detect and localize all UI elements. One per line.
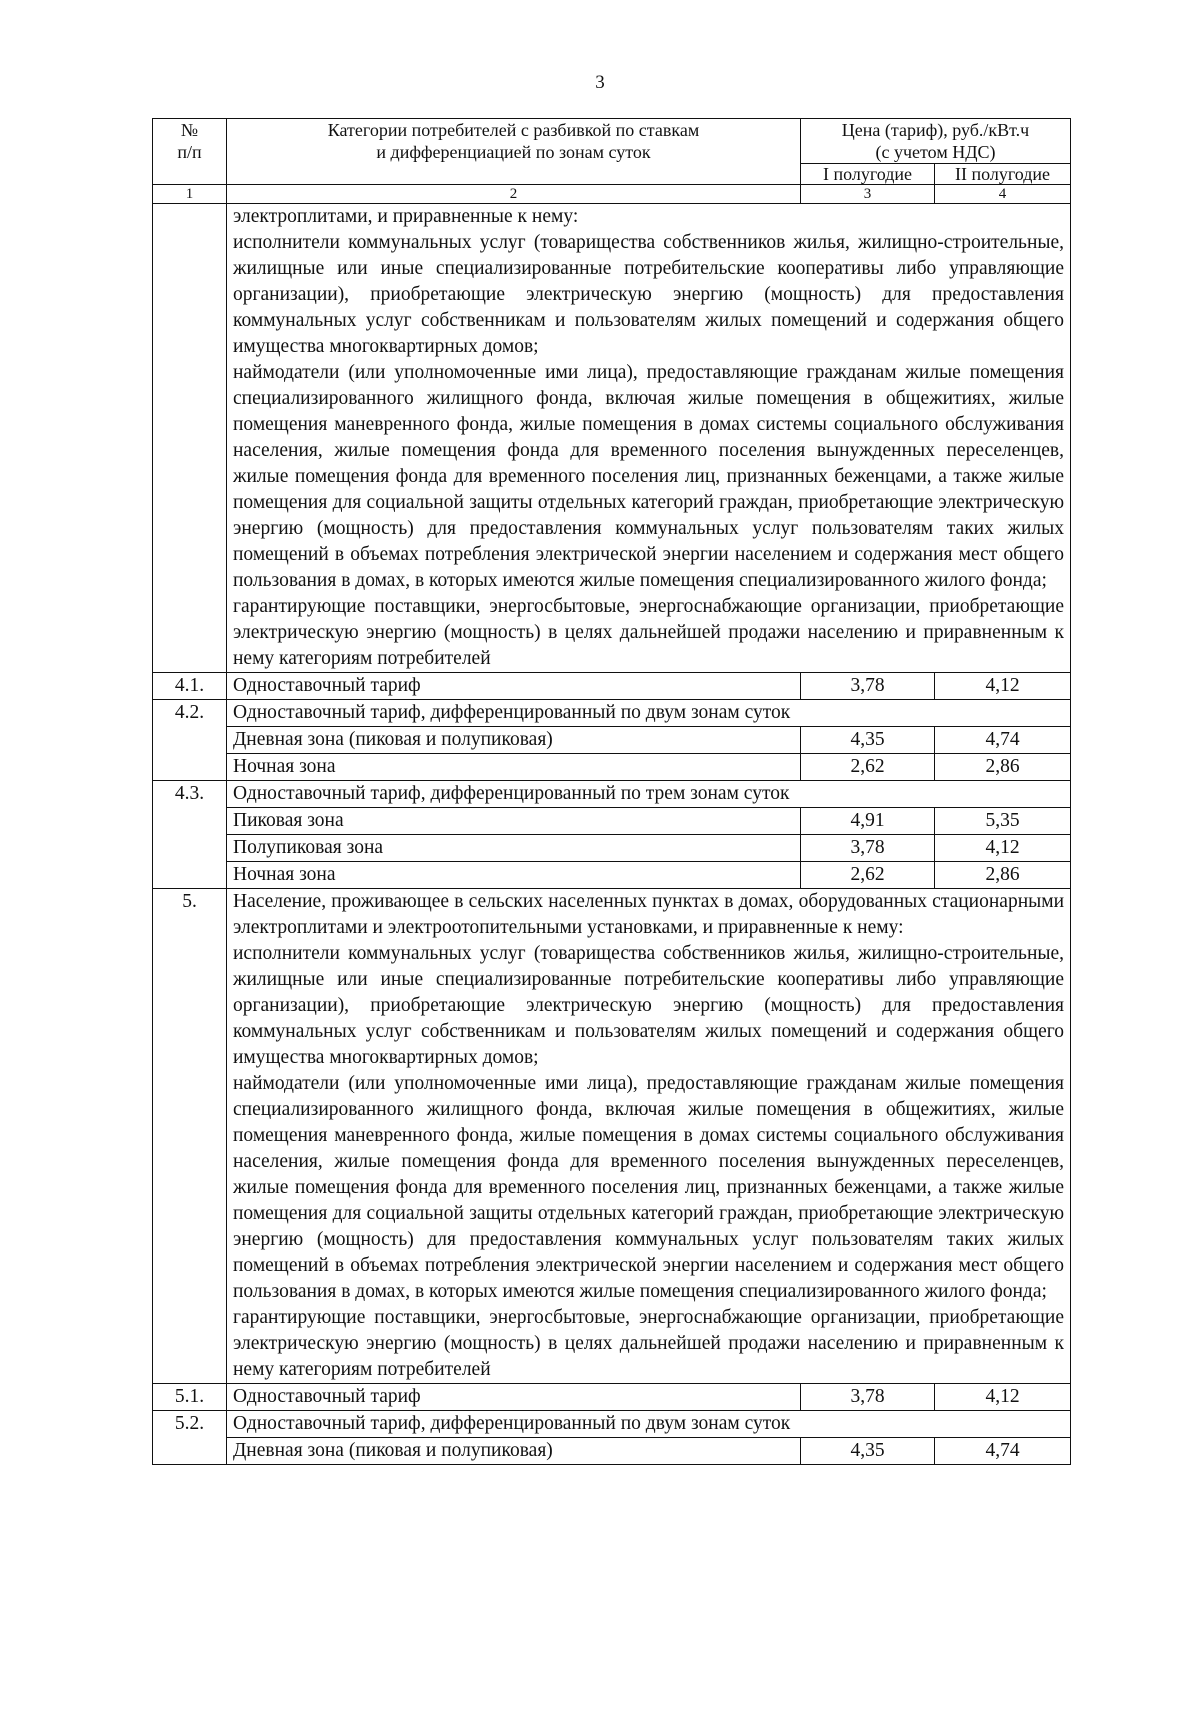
paragraph: Население, проживающее в сельских населенных пунктах в домах, оборудованных стационарными электроплитами и электроотопительными установками, и приравненные к нему:: [233, 891, 1065, 938]
row-num-empty: [153, 204, 227, 673]
row-label: Одноставочный тариф, дифференцированный по двум зонам суток: [227, 700, 1071, 727]
header-half1: I полугодие: [801, 164, 935, 185]
price-half2: 5,35: [935, 808, 1071, 835]
price-half1: 4,35: [801, 727, 935, 754]
row-num-empty: [153, 754, 227, 781]
block4-continuation-text: [227, 204, 1071, 673]
row-num-empty: [153, 862, 227, 889]
zone-label: Полупиковая зона: [227, 835, 801, 862]
zone-label: Дневная зона (пиковая и полупиковая): [227, 727, 801, 754]
paragraph: наймодатели (или уполномоченные ими лица), предоставляющие гражданам жилые помещения специализированного жилищного фонда, включая жилые помещения в общежитиях, жилые помещения маневренного фонда, жилые помещения в домах системы социального обслуживания населения, жилые помещения фонда для временного поселения вынужденных переселенцев, жилые помещения фонда для временного поселения лиц, признанных беженцами, а также жилые помещения для социальной защиты отдельных категорий граждан, приобретающие электрическую энергию (мощность) для предоставления коммунальных услуг пользователям таких жилых помещений в объемах потребления электрической энергии населением и содержания мест общего пользования в домах, в которых имеются жилые помещения специализированного жилого фонда;: [233, 362, 1065, 591]
price-half2: 4,12: [935, 835, 1071, 862]
row-label: Одноставочный тариф: [227, 673, 801, 700]
price-half1: 2,62: [801, 862, 935, 889]
paragraph: наймодатели (или уполномоченные ими лица), предоставляющие гражданам жилые помещения специализированного жилищного фонда, включая жилые помещения в общежитиях, жилые помещения маневренного фонда, жилые помещения в домах системы социального обслуживания населения, жилые помещения фонда для временного поселения вынужденных переселенцев, жилые помещения фонда для временного поселения лиц, признанных беженцами, а также жилые помещения для социальной защиты отдельных категорий граждан, приобретающие электрическую энергию (мощность) для предоставления коммунальных услуг пользователям таких жилых помещений в объемах потребления электрической энергии населением и содержания мест общего пользования в домах, в которых имеются жилые помещения специализированного жилого фонда;: [233, 1073, 1065, 1302]
row-num-empty: [153, 808, 227, 835]
zone-label: Ночная зона: [227, 862, 801, 889]
zone-label: Ночная зона: [227, 754, 801, 781]
header-half2: II полугодие: [935, 164, 1071, 185]
paragraph: гарантирующие поставщики, энергосбытовые, энергоснабжающие организации, приобретающие электрическую энергию (мощность) в целях дальнейшей продажи населению и приравненным к нему категориям потребителей: [233, 596, 1065, 669]
zone-label: Дневная зона (пиковая и полупиковая): [227, 1438, 801, 1465]
price-half2: 2,86: [935, 754, 1071, 781]
price-half1: 2,62: [801, 754, 935, 781]
row-label: Одноставочный тариф, дифференцированный по трем зонам суток: [227, 781, 1071, 808]
price-half2: 4,74: [935, 1438, 1071, 1465]
price-half2: 4,12: [935, 673, 1071, 700]
col-index-4: 4: [935, 185, 1071, 204]
row-num-empty: [153, 1438, 227, 1465]
header-category: Категории потребителей с разбивкой по ставкам и дифференциацией по зонам суток: [227, 119, 801, 185]
paragraph: исполнители коммунальных услуг (товарищества собственников жилья, жилищно-строительные, жилищные или иные специализированные потребительские кооперативы либо управляющие организации), приобретающие электрическую энергию (мощность) для предоставления коммунальных услуг собственникам и пользователям жилых помещений и содержания общего имущества многоквартирных домов;: [233, 232, 1065, 357]
col-index-2: 2: [227, 185, 801, 204]
price-half1: 3,78: [801, 673, 935, 700]
row-num-empty: [153, 835, 227, 862]
price-half2: 2,86: [935, 862, 1071, 889]
row-num: 4.2.: [153, 700, 227, 727]
zone-label: Пиковая зона: [227, 808, 801, 835]
row-label: Одноставочный тариф, дифференцированный по двум зонам суток: [227, 1411, 1071, 1438]
header-num: № п/п: [153, 119, 227, 185]
row-label: Одноставочный тариф: [227, 1384, 801, 1411]
row-num: 5.1.: [153, 1384, 227, 1411]
page-number: 3: [595, 72, 605, 93]
price-half2: 4,12: [935, 1384, 1071, 1411]
block5-text: [227, 889, 1071, 1384]
header-price: Цена (тариф), руб./кВт.ч (с учетом НДС): [801, 119, 1071, 164]
col-index-3: 3: [801, 185, 935, 204]
row-num: 5.: [153, 889, 227, 1384]
price-half1: 4,91: [801, 808, 935, 835]
col-index-1: 1: [153, 185, 227, 204]
row-num: 4.3.: [153, 781, 227, 808]
price-half1: 3,78: [801, 1384, 935, 1411]
row-num: 4.1.: [153, 673, 227, 700]
paragraph: гарантирующие поставщики, энергосбытовые, энергоснабжающие организации, приобретающие электрическую энергию (мощность) в целях дальнейшей продажи населению и приравненным к нему категориям потребителей: [233, 1307, 1065, 1380]
paragraph: исполнители коммунальных услуг (товарищества собственников жилья, жилищно-строительные, жилищные или иные специализированные потребительские кооперативы либо управляющие организации), приобретающие электрическую энергию (мощность) для предоставления коммунальных услуг собственникам и пользователям жилых помещений и содержания общего имущества многоквартирных домов;: [233, 943, 1065, 1068]
row-num-empty: [153, 727, 227, 754]
paragraph: электроплитами, и приравненные к нему:: [233, 206, 579, 227]
price-half2: 4,74: [935, 727, 1071, 754]
tariff-table: [152, 118, 1071, 1465]
row-num: 5.2.: [153, 1411, 227, 1438]
price-half1: 3,78: [801, 835, 935, 862]
price-half1: 4,35: [801, 1438, 935, 1465]
